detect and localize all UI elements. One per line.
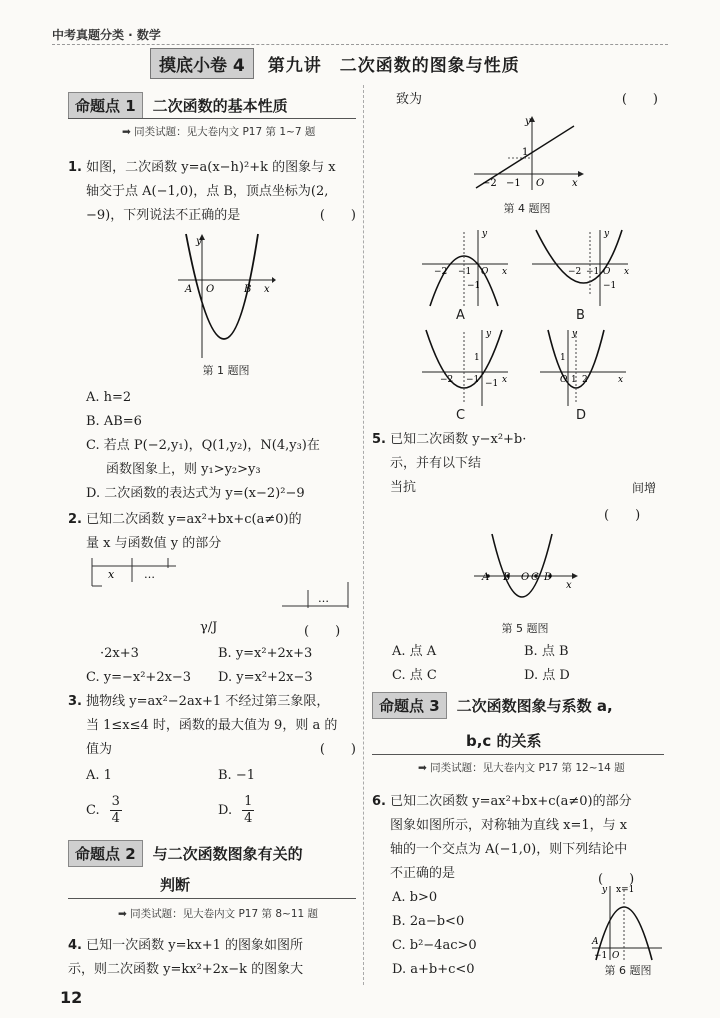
question-text: 致为 [396, 92, 423, 107]
tick-2: 2 [582, 375, 588, 385]
tick-1: 1 [522, 147, 529, 158]
question-number: 2. [68, 512, 82, 527]
section-badge: 命题点 3 [372, 692, 447, 719]
q1-graph [176, 232, 276, 360]
answer-blank[interactable]: ( ) [304, 624, 341, 639]
table-ellipsis: … [144, 568, 155, 581]
section-badge: 命题点 2 [68, 840, 143, 867]
question-text: 已知二次函数 y=ax²+bx+c(a≠0)的 [86, 512, 302, 527]
denominator: 4 [111, 811, 120, 826]
header-rule [52, 44, 668, 45]
question-text: 轴的一个交点为 A(−1,0)，则下列结论中 [390, 842, 628, 857]
reference-text: 同类试题：见大卷内文 P17 第 12~14 题 [430, 762, 625, 774]
q6-caption: 第 6 题图 [604, 964, 652, 977]
question-5 [372, 428, 662, 500]
q6-graph [590, 880, 666, 962]
option-b[interactable]: B. y=x²+2x+3 [218, 646, 313, 661]
q4-choice-c-graph[interactable] [420, 326, 512, 408]
question-text: 图象如图所示，对称轴为直线 x=1，与 x [390, 818, 628, 833]
question-4 [68, 934, 360, 982]
tick-m2: −2 [440, 375, 454, 385]
tick-m1: −1 [594, 951, 608, 961]
fraction [242, 794, 254, 827]
q1-caption: 第 1 题图 [202, 364, 250, 377]
question-number: 5. [372, 432, 386, 447]
section-title: 二次函数的基本性质 [152, 97, 288, 115]
section-title-cont: 判断 [160, 876, 191, 894]
tick-m1: −1 [458, 267, 472, 277]
section-3-heading [372, 692, 664, 719]
point-b-label: B [244, 284, 252, 295]
q4-line-graph [468, 114, 586, 194]
numerator: 1 [244, 794, 253, 809]
q2-fragment: γ∕J [200, 620, 218, 635]
q5-graph [470, 530, 580, 618]
choice-c-label[interactable]: C [456, 408, 466, 423]
origin-label: O [603, 267, 611, 277]
question-text: 轴交于点 A(−1,0)，点 B，顶点坐标为(2, [86, 184, 329, 199]
section-rule [68, 118, 356, 119]
y-label: y [486, 329, 492, 339]
point-a-label: A [185, 284, 193, 295]
option-c[interactable]: C. y=−x²+2x−3 [86, 670, 192, 685]
question-text: 抛物线 y=ax²−2ax+1 不经过第三象限， [86, 694, 330, 709]
answer-blank[interactable]: ( ) [604, 508, 641, 523]
option-d[interactable]: D. y=x²+2x−3 [218, 670, 313, 685]
option-c[interactable]: C. 点 C [392, 668, 437, 683]
tick-m1: −1 [506, 178, 521, 189]
q4-choice-b-graph[interactable] [530, 226, 632, 308]
origin-label: O [481, 267, 489, 277]
section-title: 二次函数图象与系数 a, [456, 697, 613, 715]
column-divider [363, 85, 364, 985]
x-label: x [566, 580, 572, 591]
tick-1: 1 [560, 353, 566, 363]
option-a[interactable]: A. h=2 [86, 390, 132, 405]
question-number: 4. [68, 938, 82, 953]
page-number: 12 [60, 988, 83, 1007]
question-4-continued [396, 88, 662, 112]
option-letter: D. [218, 803, 233, 818]
option-a[interactable]: A. 1 [86, 768, 112, 783]
point-c-label: C [531, 572, 539, 583]
option-c[interactable] [86, 794, 122, 827]
origin-label: O [612, 951, 620, 961]
q1-options [86, 386, 362, 506]
tick-m1-y: −1 [467, 281, 481, 291]
q4-caption: 第 4 题图 [503, 202, 551, 215]
tick-m1: −1 [466, 375, 480, 385]
point-b-label: B [503, 572, 511, 583]
section-2-heading [68, 840, 358, 867]
q4-choice-d-graph[interactable] [538, 326, 630, 408]
origin-label: O [536, 178, 545, 189]
origin-label: O [521, 572, 530, 583]
origin-label: O [206, 284, 215, 295]
point-d-label: D [544, 572, 553, 583]
question-2 [68, 508, 360, 556]
reference-text: 同类试题：见大卷内文 P17 第 1~7 题 [134, 126, 316, 138]
q4-choice-a-graph[interactable] [420, 226, 512, 308]
question-text: 已知二次函数 y−x²+b· [390, 432, 527, 447]
option-a[interactable]: A. b>0 [392, 890, 438, 905]
question-text: −9)，下列说法不正确的是 [86, 208, 241, 223]
fraction [110, 794, 122, 827]
tick-m2: −2 [568, 267, 582, 277]
choice-d-label[interactable]: D [576, 408, 587, 423]
tick-m1-y: −1 [485, 379, 499, 389]
question-text: 量 x 与函数值 y 的部分 [86, 536, 222, 551]
option-b[interactable]: B. 点 B [524, 644, 569, 659]
option-b[interactable]: B. −1 [218, 768, 255, 783]
tick-m1-y: −1 [603, 281, 617, 291]
option-d[interactable]: D. a+b+c<0 [392, 962, 475, 977]
section-2-reference: ➡ 同类试题：见大卷内文 P17 第 8~11 题 [118, 908, 319, 920]
question-number: 6. [372, 794, 386, 809]
section-rule [68, 898, 356, 899]
option-c[interactable]: C. 若点 P(−2,y₁)，Q(1,y₂)，N(4,y₃)在 [86, 438, 320, 453]
y-label: y [602, 885, 608, 895]
question-text: 已知一次函数 y=kx+1 的图象如图所 [86, 938, 303, 953]
y-label: y [196, 236, 202, 247]
point-a-label: A [482, 572, 490, 583]
option-a-fragment: ·2x+3 [100, 646, 139, 661]
tick-1-x: 1 [571, 375, 577, 385]
section-title: 与二次函数图象有关的 [152, 845, 303, 863]
paper-badge: 摸底小卷 4 [150, 48, 254, 79]
paper-title-bar [150, 48, 520, 78]
table-ellipsis-2: … [318, 592, 329, 605]
question-3 [68, 690, 360, 762]
section-1-heading [68, 92, 358, 119]
y-label: y [482, 229, 488, 239]
axis-label: x=1 [616, 885, 635, 895]
question-text: 如图，二次函数 y=a(x−h)²+k 的图象与 x [86, 160, 336, 175]
q5-caption: 第 5 题图 [501, 622, 549, 635]
numerator: 3 [111, 794, 120, 809]
question-number: 1. [68, 160, 82, 175]
question-text: 已知二次函数 y=ax²+bx+c(a≠0)的部分 [390, 794, 632, 809]
section-3-reference: ➡ 同类试题：见大卷内文 P17 第 12~14 题 [418, 762, 625, 774]
question-text: 当抗 [390, 480, 417, 495]
x-label: x [264, 284, 270, 295]
option-b[interactable]: B. AB=6 [86, 414, 142, 429]
option-d[interactable] [218, 794, 254, 827]
section-title-cont: b,c 的关系 [466, 732, 542, 750]
question-text: 示，并有以下结 [390, 456, 482, 471]
question-text: 不正确的是 [390, 866, 456, 881]
choice-a-label[interactable]: A [456, 308, 465, 323]
q6-options [392, 886, 477, 982]
question-1 [68, 156, 360, 228]
question-fragment: 间增 [631, 481, 656, 495]
option-c[interactable]: C. b²−4ac>0 [392, 938, 477, 953]
tick-m1: −1 [586, 267, 600, 277]
answer-blank[interactable]: ( ) [621, 92, 658, 107]
section-rule [372, 754, 664, 755]
option-d[interactable]: D. 点 D [524, 668, 570, 683]
question-text: 当 1≤x≤4 时，函数的最大值为 9，则 a 的 [86, 718, 338, 733]
x-label: x [502, 267, 508, 277]
x-arrow [572, 573, 578, 579]
tick-1: 1 [474, 353, 480, 363]
point-a-label: A [592, 937, 599, 947]
question-text: 值为 [86, 742, 113, 757]
section-1-reference: ➡ 同类试题：见大卷内文 P17 第 1~7 题 [122, 126, 316, 138]
x-arrow [578, 171, 584, 177]
origin-label: O [560, 375, 568, 385]
table-x-header: x [108, 568, 115, 581]
choice-b-label[interactable]: B [576, 308, 585, 323]
denominator: 4 [244, 811, 253, 826]
q2-table [86, 556, 356, 612]
option-letter: C. [86, 803, 100, 818]
x-label: x [502, 375, 508, 385]
tick-m2: −2 [434, 267, 448, 277]
section-badge: 命题点 1 [68, 92, 143, 119]
y-label: y [525, 116, 531, 127]
option-a[interactable]: A. 点 A [392, 644, 437, 659]
y-label: y [604, 229, 610, 239]
tick-m2: −2 [482, 178, 497, 189]
paper-title: 第九讲 二次函数的图象与性质 [267, 55, 520, 76]
answer-blank[interactable]: ( ) [319, 742, 356, 757]
y-label: y [572, 329, 578, 339]
question-text: 示，则二次函数 y=kx²+2x−k 的图象大 [68, 962, 304, 977]
answer-blank[interactable]: ( ) [319, 208, 356, 223]
x-label: x [618, 375, 624, 385]
reference-text: 同类试题：见大卷内文 P17 第 8~11 题 [130, 908, 319, 920]
x-arrow [272, 277, 276, 283]
x-label: x [624, 267, 630, 277]
answer-blank[interactable]: ( ) [598, 872, 635, 887]
question-number: 3. [68, 694, 82, 709]
parabola [492, 534, 552, 597]
option-d[interactable]: D. 二次函数的表达式为 y=(x−2)²−9 [86, 486, 305, 501]
option-b[interactable]: B. 2a−b<0 [392, 914, 465, 929]
x-label: x [572, 178, 578, 189]
book-header: 中考真题分类 · 数学 [52, 28, 161, 42]
option-c-cont: 函数图象上，则 y₁>y₂>y₃ [106, 462, 261, 477]
